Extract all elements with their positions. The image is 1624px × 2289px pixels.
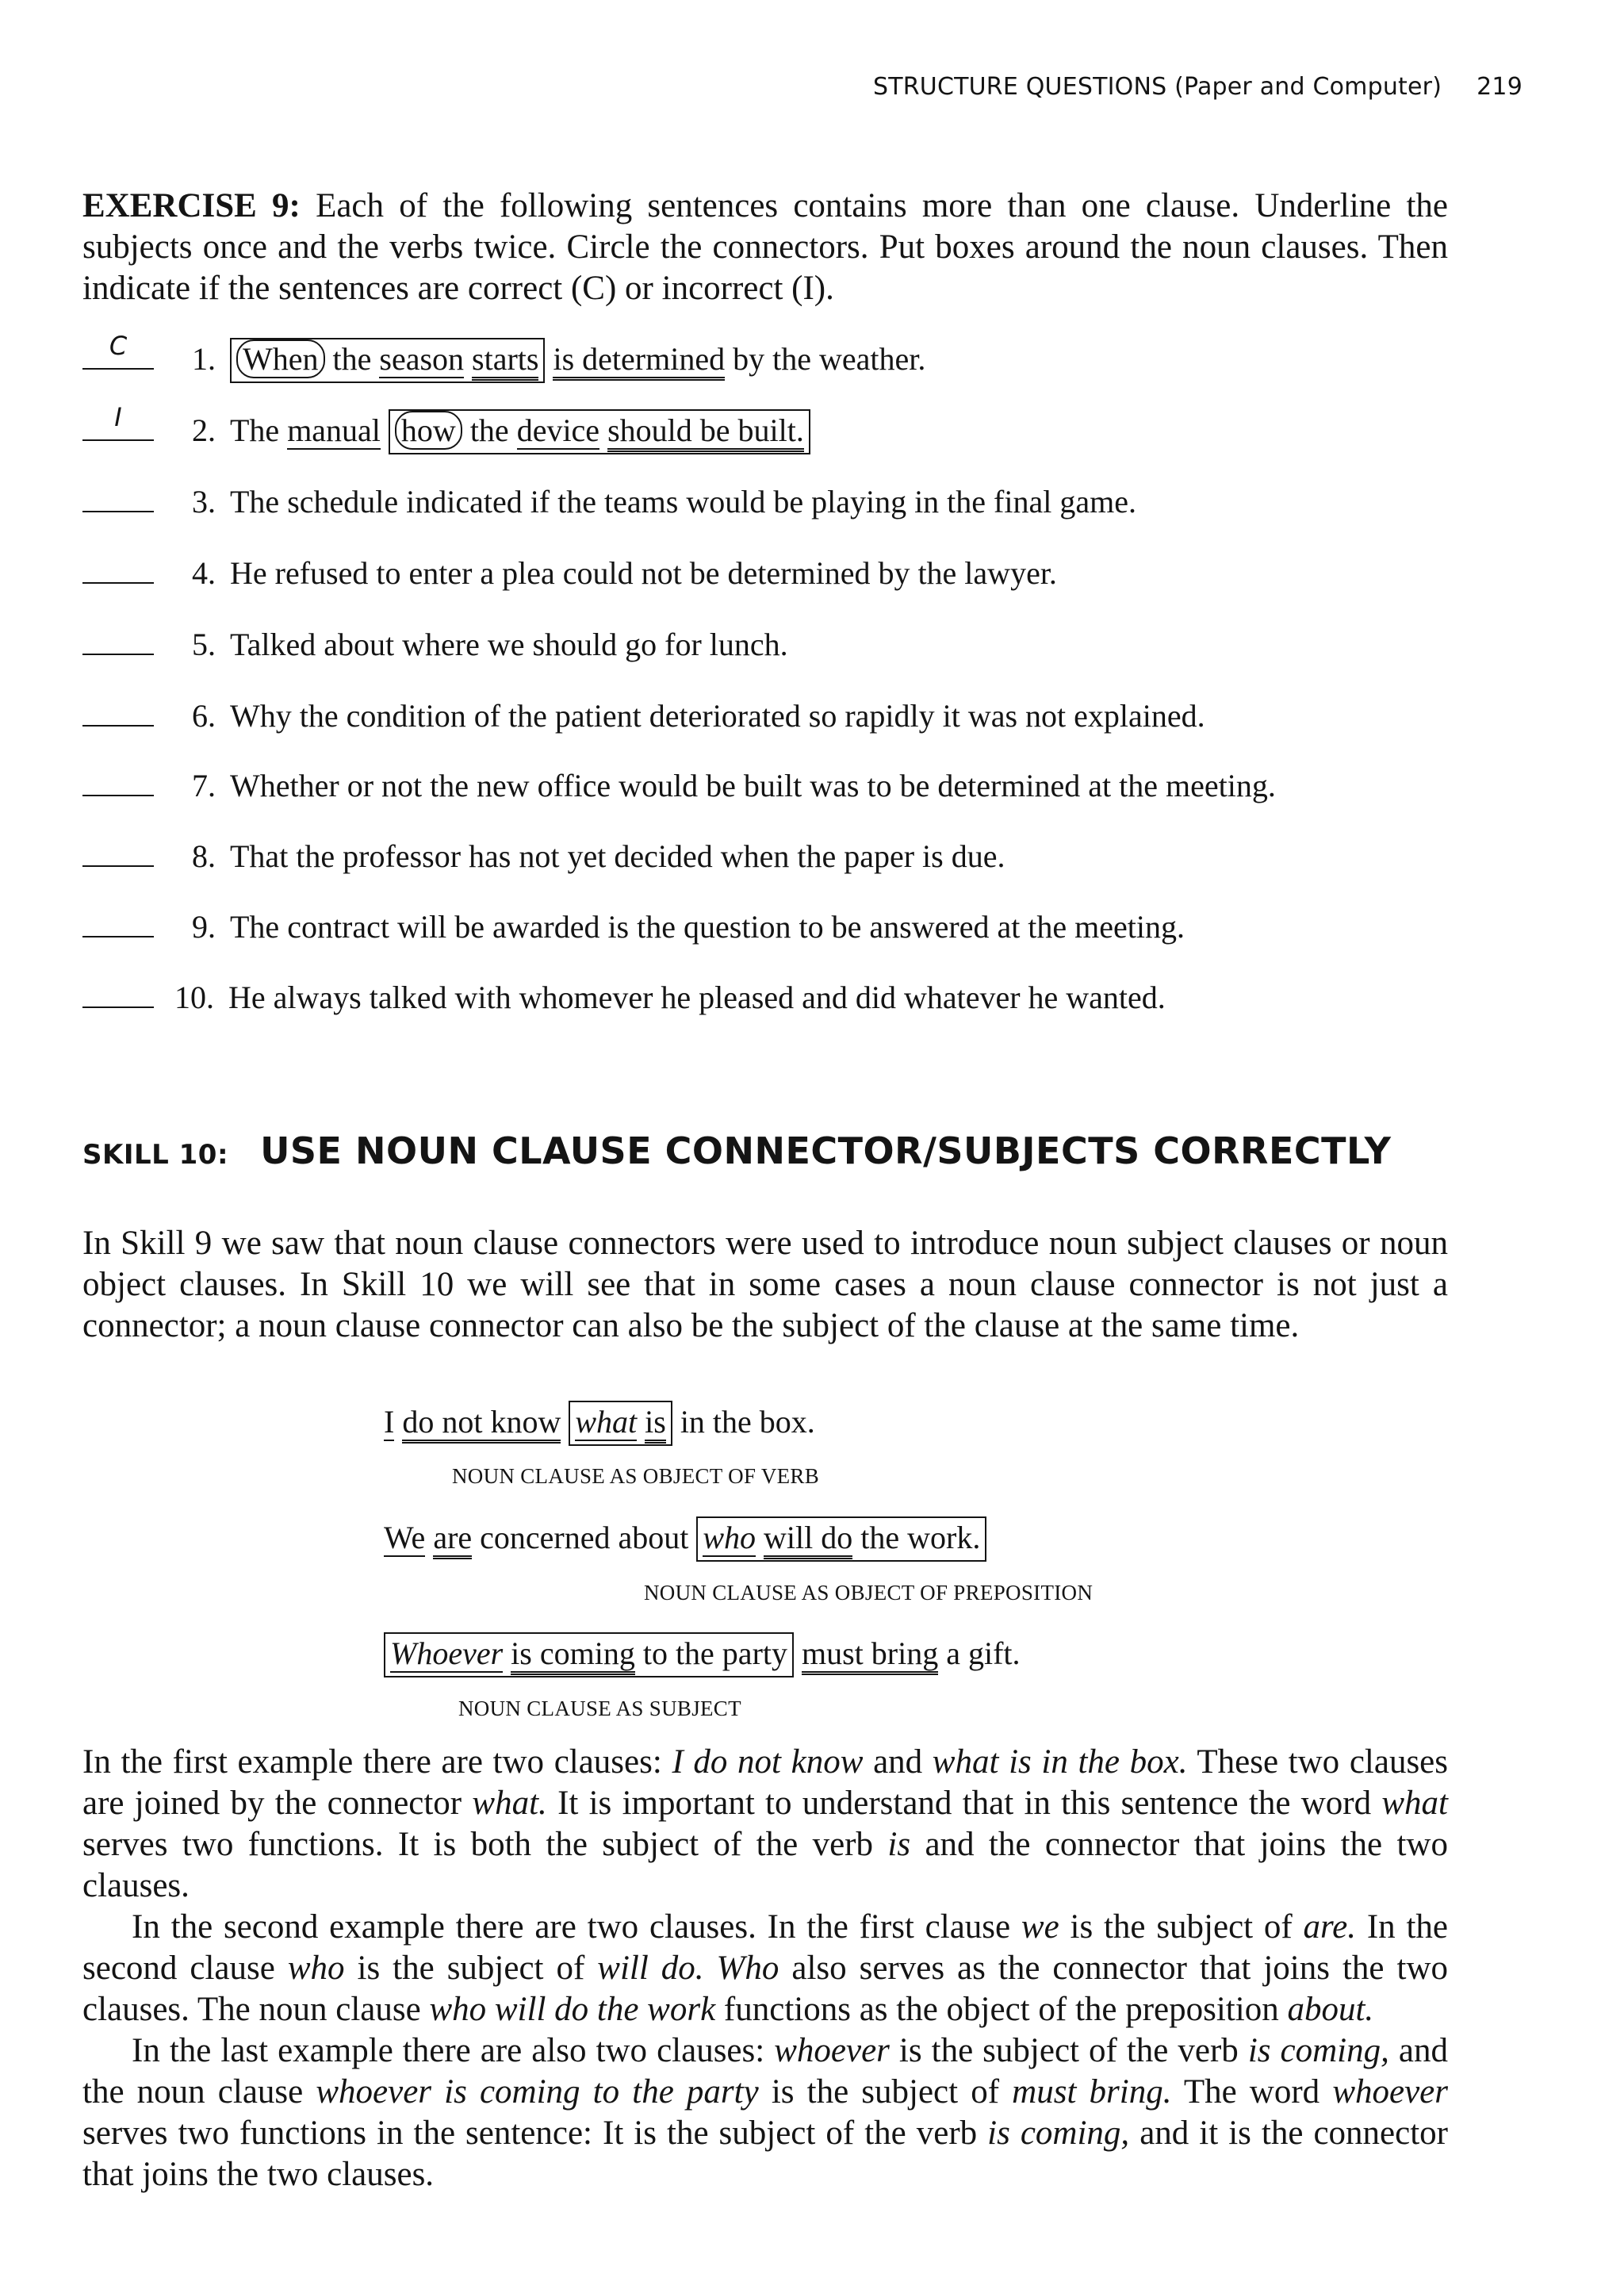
page-number: 219 <box>1477 73 1522 101</box>
sentence-text: The schedule indicated if the teams would be playing in the final game. <box>230 484 1136 520</box>
verb-underline: are <box>433 1520 472 1559</box>
answer-blank[interactable]: C <box>82 338 154 370</box>
running-title: STRUCTURE QUESTIONS (Paper and Computer) <box>872 73 1442 101</box>
subject-underline: manual <box>287 412 381 448</box>
sentence-text: That the professor has not yet decided when the paper is due. <box>230 838 1005 874</box>
example-sentence: We are concerned about who will do the work. <box>384 1518 986 1558</box>
skill-number: SKILL 10: <box>82 1139 229 1171</box>
noun-clause-box: who will do the work. <box>696 1516 986 1562</box>
verb-underline: is determined <box>553 341 725 381</box>
noun-clause-box: Whoever is coming to the party <box>384 1632 794 1677</box>
answer-blank[interactable]: I <box>82 409 154 441</box>
sentence-text: The contract will be awarded is the question to be answered at the meeting. <box>230 909 1185 945</box>
running-header <box>873 73 1522 101</box>
verb-underline: do not know <box>402 1404 561 1444</box>
subject-underline: device <box>516 412 600 448</box>
exercise-item: 6. Why the condition of the patient deteriorated so rapidly it was not explained. <box>82 695 1205 742</box>
skill-title: USE NOUN CLAUSE CONNECTOR/SUBJECTS CORRECTLY <box>260 1129 1392 1172</box>
subject-underline: We <box>384 1520 426 1555</box>
sentence-text: He refused to enter a plea could not be determined by the lawyer. <box>230 555 1057 591</box>
exercise-item: 7. Whether or not the new office would be built was to be determined at the meeting. <box>82 765 1276 812</box>
sentence-text: Talked about where we should go for lunch. <box>230 627 788 662</box>
exercise-item: 10. He always talked with whomever he pleased and did whatever he wanted. <box>82 976 1166 1024</box>
exercise-item: C 1. When the season starts is determined by the weather. <box>82 338 925 385</box>
skill-heading <box>82 1129 1391 1172</box>
sentence-text: Why the condition of the patient deteriorated so rapidly it was not explained. <box>230 698 1205 734</box>
answer-blank[interactable] <box>82 835 154 867</box>
exercise-item: 4. He refused to enter a plea could not be determined by the lawyer. <box>82 552 1057 600</box>
answer-blank[interactable] <box>82 976 154 1008</box>
example-caption: NOUN CLAUSE AS OBJECT OF PREPOSITION <box>644 1581 1094 1605</box>
example-sentence: I do not know what is in the box. <box>384 1402 815 1442</box>
example-sentence: Whoever is coming to the party must bring a gift. <box>384 1634 1021 1674</box>
answer-blank[interactable] <box>82 481 154 512</box>
answer-blank[interactable] <box>82 552 154 584</box>
sentence-text: Whether or not the new office would be built was to be determined at the meeting. <box>230 768 1276 803</box>
subject-underline: I <box>384 1404 395 1440</box>
exercise-item: 3. The schedule indicated if the teams would be playing in the final game. <box>82 481 1136 528</box>
exercise-item: 5. Talked about where we should go for lunch. <box>82 623 788 671</box>
sentence-text: He always talked with whomever he pleased and did whatever he wanted. <box>228 980 1166 1015</box>
exercise-item: 9. The contract will be awarded is the question to be answered at the meeting. <box>82 906 1185 953</box>
explanation-paragraph: In the second example there are two clauses. In the first clause we is the subject of are. In the second clause who is the subject of will do. Who also serves as the connector that joins the two clauses. The noun clause who will do the work functions as the object of the preposition about. <box>82 1908 1448 2028</box>
verb-underline: starts <box>472 341 538 381</box>
connector-circle: how <box>395 411 462 450</box>
explanation-paragraph: In the last example there are also two clauses: whoever is the subject of the verb is coming, and the noun clause whoever is coming to the party is the subject of must bring. The word whoever serves two functions in the sentence: It is the subject of the verb is coming, and it is the connector that joins the two clauses. <box>82 2032 1448 2193</box>
answer-blank[interactable] <box>82 695 154 727</box>
exercise-label: EXERCISE 9: <box>82 187 301 224</box>
verb-underline: must bring <box>802 1635 938 1675</box>
skill-intro-paragraph: In Skill 9 we saw that noun clause connectors were used to introduce noun subject clauses or noun object clauses. In Skill 10 we will see that in some cases a noun clause connector is not just a connector; a noun clause connector can also be the subject of the clause at the same time. <box>82 1225 1448 1344</box>
exercise-item: I 2. The manual how the device should be built. <box>82 409 810 457</box>
example-caption: NOUN CLAUSE AS OBJECT OF VERB <box>452 1464 820 1488</box>
subject-underline: season <box>379 341 465 377</box>
noun-clause-box: When the season starts <box>230 338 545 383</box>
exercise-item: 8. That the professor has not yet decided when the paper is due. <box>82 835 1005 883</box>
verb-underline: should be built. <box>607 412 804 452</box>
exercise-instructions-text: Each of the following sentences contains more than one clause. Underline the subjects once and the verbs twice. Circle the connectors. Put boxes around the noun clauses. Then indicate if the sentences are correct (C) or incorrect (I). <box>82 187 1448 307</box>
explanation <box>82 1742 1448 2195</box>
exercise-instructions <box>82 186 1448 309</box>
answer-blank[interactable] <box>82 623 154 655</box>
explanation-paragraph: In the first example there are two clauses: I do not know and what is in the box. These two clauses are joined by the connector what. It is important to understand that in this sentence the word what serves two functions. It is both the subject of the verb is and the connector that joins the two clauses. <box>82 1743 1448 1904</box>
answer-blank[interactable] <box>82 906 154 937</box>
connector-circle: When <box>236 339 325 378</box>
noun-clause-box: how the device should be built. <box>389 409 810 454</box>
noun-clause-box: what is <box>569 1401 672 1446</box>
example-caption: NOUN CLAUSE AS SUBJECT <box>458 1697 741 1720</box>
answer-blank[interactable] <box>82 765 154 796</box>
